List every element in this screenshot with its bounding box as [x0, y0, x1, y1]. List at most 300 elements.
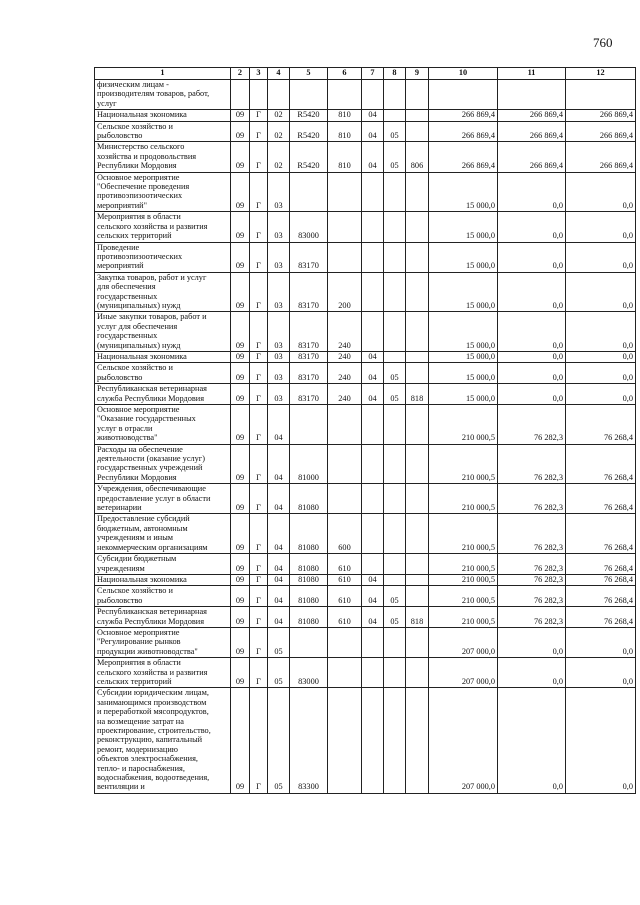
- cell-target-code: 81080: [290, 586, 328, 607]
- cell-amount-year-2: 266 869,4: [498, 110, 566, 121]
- cell-amount-year-1: 266 869,4: [429, 121, 498, 142]
- cell-division: [362, 272, 384, 312]
- cell-expense-type: [328, 212, 362, 242]
- cell-name: Мероприятия в области сельского хозяйства и развития сельских территорий: [95, 658, 231, 688]
- cell-amount-year-2: 0,0: [498, 384, 566, 405]
- table-row: [95, 312, 636, 352]
- cell-expense-type: 200: [328, 272, 362, 312]
- cell-amount-year-1: 15 000,0: [429, 351, 498, 362]
- cell-amount-year-2: 76 282,3: [498, 405, 566, 445]
- cell-name: Национальная экономика: [95, 351, 231, 362]
- cell-ministry: [406, 312, 429, 352]
- cell-subprogram: 04: [268, 484, 290, 514]
- cell-ministry: [406, 363, 429, 384]
- table-row: [95, 405, 636, 445]
- cell-name: Основное мероприятие "Оказание государственных услуг в отрасли животноводства": [95, 405, 231, 445]
- cell-section: 09: [231, 607, 250, 628]
- cell-name: Основное мероприятие "Обеспечение проведения противоэпизоотических мероприятий": [95, 172, 231, 212]
- header-row: [95, 68, 636, 80]
- cell-subdivision: 05: [384, 384, 406, 405]
- cell-subdivision: [384, 351, 406, 362]
- cell-section: 09: [231, 514, 250, 554]
- cell-amount-year-3: 76 268,4: [566, 514, 636, 554]
- cell-section: 09: [231, 484, 250, 514]
- cell-name: Национальная экономика: [95, 110, 231, 121]
- table-row: [95, 121, 636, 142]
- cell-ministry: [406, 351, 429, 362]
- cell-name: Расходы на обеспечение деятельности (оказание услуг) государственных учреждений Республики Мордовия: [95, 444, 231, 484]
- cell-ministry: [406, 405, 429, 445]
- cell-subprogram: 04: [268, 554, 290, 575]
- cell-subdivision: [384, 212, 406, 242]
- cell-division: [362, 688, 384, 793]
- table-row: [95, 212, 636, 242]
- table-row: [95, 514, 636, 554]
- cell-program: Г: [250, 444, 268, 484]
- cell-subprogram: 04: [268, 574, 290, 585]
- cell-division: 04: [362, 574, 384, 585]
- cell-subdivision: 05: [384, 121, 406, 142]
- cell-amount-year-1: 15 000,0: [429, 212, 498, 242]
- cell-amount-year-2: 0,0: [498, 272, 566, 312]
- cell-ministry: [406, 586, 429, 607]
- cell-expense-type: 610: [328, 574, 362, 585]
- cell-ministry: 806: [406, 142, 429, 172]
- cell-amount-year-2: 266 869,4: [498, 121, 566, 142]
- cell-ministry: [406, 212, 429, 242]
- cell-subdivision: [384, 272, 406, 312]
- column-header: 3: [250, 68, 268, 80]
- cell-subprogram: 04: [268, 444, 290, 484]
- cell-subprogram: 05: [268, 658, 290, 688]
- cell-amount-year-1: 266 869,4: [429, 110, 498, 121]
- cell-amount-year-1: 15 000,0: [429, 172, 498, 212]
- cell-program: Г: [250, 312, 268, 352]
- cell-amount-year-1: 207 000,0: [429, 658, 498, 688]
- cell-program: Г: [250, 110, 268, 121]
- cell-amount-year-1: 210 000,5: [429, 444, 498, 484]
- cell-ministry: [406, 121, 429, 142]
- cell-division: [362, 242, 384, 272]
- cell-target-code: R5420: [290, 110, 328, 121]
- cell-section: 09: [231, 574, 250, 585]
- cell-amount-year-2: 0,0: [498, 242, 566, 272]
- cell-name: Мероприятия в области сельского хозяйства и развития сельских территорий: [95, 212, 231, 242]
- cell-section: 09: [231, 658, 250, 688]
- cell-subdivision: [384, 80, 406, 110]
- cell-expense-type: 610: [328, 586, 362, 607]
- cell-amount-year-1: [429, 80, 498, 110]
- cell-ministry: [406, 554, 429, 575]
- column-header: 11: [498, 68, 566, 80]
- cell-amount-year-3: 76 268,4: [566, 484, 636, 514]
- cell-name: Основное мероприятие "Регулирование рынков продукции животноводства": [95, 627, 231, 657]
- cell-name: Сельское хозяйство и рыболовство: [95, 121, 231, 142]
- cell-section: 09: [231, 110, 250, 121]
- cell-ministry: [406, 688, 429, 793]
- cell-amount-year-1: 15 000,0: [429, 363, 498, 384]
- table-row: [95, 484, 636, 514]
- cell-division: 04: [362, 142, 384, 172]
- column-header: 8: [384, 68, 406, 80]
- cell-section: 09: [231, 242, 250, 272]
- cell-amount-year-3: 0,0: [566, 658, 636, 688]
- cell-ministry: [406, 658, 429, 688]
- column-header: 4: [268, 68, 290, 80]
- cell-subdivision: [384, 484, 406, 514]
- table-row: [95, 586, 636, 607]
- cell-division: 04: [362, 607, 384, 628]
- cell-name: Учреждения, обеспечивающие предоставление услуг в области ветеринарии: [95, 484, 231, 514]
- cell-amount-year-2: 76 282,3: [498, 514, 566, 554]
- cell-subdivision: [384, 110, 406, 121]
- cell-subprogram: 04: [268, 514, 290, 554]
- cell-program: Г: [250, 172, 268, 212]
- cell-amount-year-3: 76 268,4: [566, 586, 636, 607]
- cell-amount-year-3: 266 869,4: [566, 142, 636, 172]
- cell-program: Г: [250, 242, 268, 272]
- cell-program: Г: [250, 351, 268, 362]
- cell-division: [362, 658, 384, 688]
- cell-subdivision: [384, 514, 406, 554]
- cell-name: Сельское хозяйство и рыболовство: [95, 586, 231, 607]
- cell-amount-year-2: 76 282,3: [498, 574, 566, 585]
- cell-amount-year-3: 0,0: [566, 172, 636, 212]
- cell-division: 04: [362, 351, 384, 362]
- cell-program: Г: [250, 272, 268, 312]
- cell-target-code: 83170: [290, 272, 328, 312]
- cell-amount-year-3: 0,0: [566, 627, 636, 657]
- cell-subprogram: 04: [268, 586, 290, 607]
- cell-subprogram: [268, 80, 290, 110]
- cell-amount-year-1: 266 869,4: [429, 142, 498, 172]
- cell-amount-year-3: 266 869,4: [566, 121, 636, 142]
- cell-ministry: [406, 272, 429, 312]
- cell-section: 09: [231, 351, 250, 362]
- cell-subdivision: 05: [384, 363, 406, 384]
- cell-program: Г: [250, 586, 268, 607]
- table-row: [95, 607, 636, 628]
- cell-expense-type: 240: [328, 363, 362, 384]
- cell-target-code: [290, 80, 328, 110]
- cell-amount-year-2: 76 282,3: [498, 554, 566, 575]
- cell-division: 04: [362, 586, 384, 607]
- cell-target-code: 81080: [290, 574, 328, 585]
- cell-expense-type: 810: [328, 142, 362, 172]
- cell-division: [362, 484, 384, 514]
- cell-subdivision: [384, 658, 406, 688]
- cell-amount-year-3: 0,0: [566, 351, 636, 362]
- cell-section: [231, 80, 250, 110]
- cell-expense-type: 240: [328, 351, 362, 362]
- cell-ministry: [406, 172, 429, 212]
- cell-amount-year-3: 76 268,4: [566, 607, 636, 628]
- cell-name: Республиканская ветеринарная служба Республики Мордовия: [95, 607, 231, 628]
- cell-name: физическим лицам - производителям товаров, работ, услуг: [95, 80, 231, 110]
- cell-target-code: 83170: [290, 351, 328, 362]
- cell-division: [362, 312, 384, 352]
- cell-division: [362, 405, 384, 445]
- cell-amount-year-1: 15 000,0: [429, 384, 498, 405]
- cell-amount-year-3: 76 268,4: [566, 554, 636, 575]
- cell-section: 09: [231, 405, 250, 445]
- cell-section: 09: [231, 312, 250, 352]
- cell-amount-year-2: 0,0: [498, 172, 566, 212]
- cell-program: Г: [250, 554, 268, 575]
- cell-amount-year-2: 266 869,4: [498, 142, 566, 172]
- cell-target-code: [290, 405, 328, 445]
- cell-ministry: [406, 80, 429, 110]
- cell-amount-year-2: [498, 80, 566, 110]
- cell-ministry: [406, 514, 429, 554]
- cell-target-code: R5420: [290, 142, 328, 172]
- cell-subprogram: 03: [268, 351, 290, 362]
- cell-amount-year-3: 0,0: [566, 363, 636, 384]
- cell-amount-year-2: 0,0: [498, 363, 566, 384]
- cell-division: [362, 212, 384, 242]
- cell-section: 09: [231, 627, 250, 657]
- cell-division: [362, 172, 384, 212]
- page-number: 760: [593, 35, 613, 50]
- table-row: [95, 627, 636, 657]
- cell-amount-year-1: 210 000,5: [429, 514, 498, 554]
- cell-amount-year-1: 15 000,0: [429, 272, 498, 312]
- cell-expense-type: [328, 172, 362, 212]
- cell-name: Сельское хозяйство и рыболовство: [95, 363, 231, 384]
- cell-ministry: [406, 444, 429, 484]
- cell-division: 04: [362, 363, 384, 384]
- cell-subprogram: 04: [268, 607, 290, 628]
- cell-amount-year-2: 0,0: [498, 658, 566, 688]
- cell-expense-type: 810: [328, 110, 362, 121]
- cell-section: 09: [231, 212, 250, 242]
- cell-expense-type: [328, 627, 362, 657]
- cell-expense-type: [328, 405, 362, 445]
- cell-subprogram: 03: [268, 272, 290, 312]
- cell-section: 09: [231, 272, 250, 312]
- cell-subdivision: [384, 444, 406, 484]
- cell-division: [362, 514, 384, 554]
- table-row: [95, 172, 636, 212]
- cell-program: Г: [250, 363, 268, 384]
- budget-table: [94, 67, 636, 794]
- cell-program: Г: [250, 658, 268, 688]
- cell-name: Иные закупки товаров, работ и услуг для обеспечения государственных (муниципальных) нужд: [95, 312, 231, 352]
- cell-amount-year-1: 15 000,0: [429, 242, 498, 272]
- table-row: [95, 444, 636, 484]
- cell-program: Г: [250, 627, 268, 657]
- cell-program: Г: [250, 514, 268, 554]
- column-header: 1: [95, 68, 231, 80]
- cell-section: 09: [231, 554, 250, 575]
- cell-program: Г: [250, 121, 268, 142]
- cell-amount-year-2: 0,0: [498, 627, 566, 657]
- cell-expense-type: 610: [328, 607, 362, 628]
- cell-amount-year-1: 210 000,5: [429, 405, 498, 445]
- cell-program: Г: [250, 384, 268, 405]
- cell-expense-type: [328, 658, 362, 688]
- cell-section: 09: [231, 688, 250, 793]
- cell-expense-type: [328, 484, 362, 514]
- cell-subdivision: [384, 554, 406, 575]
- cell-subprogram: 02: [268, 110, 290, 121]
- cell-subprogram: 05: [268, 688, 290, 793]
- cell-subprogram: 02: [268, 121, 290, 142]
- cell-program: Г: [250, 142, 268, 172]
- cell-amount-year-3: 0,0: [566, 242, 636, 272]
- cell-target-code: 83170: [290, 242, 328, 272]
- cell-section: 09: [231, 121, 250, 142]
- cell-section: 09: [231, 142, 250, 172]
- table-row: [95, 272, 636, 312]
- cell-program: Г: [250, 574, 268, 585]
- cell-expense-type: 240: [328, 384, 362, 405]
- cell-subprogram: 03: [268, 363, 290, 384]
- cell-ministry: 818: [406, 384, 429, 405]
- cell-name: Министерство сельского хозяйства и продовольствия Республики Мордовия: [95, 142, 231, 172]
- cell-amount-year-2: 76 282,3: [498, 444, 566, 484]
- column-header: 9: [406, 68, 429, 80]
- table-row: [95, 142, 636, 172]
- cell-ministry: [406, 574, 429, 585]
- cell-program: Г: [250, 688, 268, 793]
- cell-ministry: [406, 627, 429, 657]
- cell-program: Г: [250, 212, 268, 242]
- cell-expense-type: 810: [328, 121, 362, 142]
- cell-division: [362, 80, 384, 110]
- cell-program: Г: [250, 484, 268, 514]
- cell-name: Республиканская ветеринарная служба Республики Мордовия: [95, 384, 231, 405]
- cell-subprogram: 02: [268, 142, 290, 172]
- cell-name: Субсидии бюджетным учреждениям: [95, 554, 231, 575]
- cell-target-code: 83170: [290, 312, 328, 352]
- cell-amount-year-2: 76 282,3: [498, 484, 566, 514]
- table-row: [95, 554, 636, 575]
- cell-section: 09: [231, 363, 250, 384]
- cell-subprogram: 03: [268, 212, 290, 242]
- cell-division: [362, 444, 384, 484]
- cell-section: 09: [231, 586, 250, 607]
- cell-division: 04: [362, 121, 384, 142]
- cell-division: [362, 627, 384, 657]
- cell-expense-type: 600: [328, 514, 362, 554]
- cell-amount-year-1: 15 000,0: [429, 312, 498, 352]
- cell-amount-year-3: 0,0: [566, 312, 636, 352]
- cell-ministry: [406, 484, 429, 514]
- cell-section: 09: [231, 172, 250, 212]
- cell-amount-year-2: 76 282,3: [498, 586, 566, 607]
- cell-target-code: 81080: [290, 554, 328, 575]
- cell-subdivision: 05: [384, 607, 406, 628]
- cell-amount-year-2: 0,0: [498, 688, 566, 793]
- cell-subdivision: 05: [384, 142, 406, 172]
- cell-target-code: 83300: [290, 688, 328, 793]
- cell-subdivision: [384, 574, 406, 585]
- cell-target-code: 83170: [290, 363, 328, 384]
- cell-target-code: 83000: [290, 212, 328, 242]
- cell-amount-year-3: 266 869,4: [566, 110, 636, 121]
- cell-program: Г: [250, 405, 268, 445]
- cell-name: Субсидии юридическим лицам, занимающимся производством и переработкой мясопродуктов, на возмещение затрат на проектирование, строительство, реконструкцию, капитальный ремонт, модернизацию объектов электроснабжения, тепло- и пароснабжения, водоснабжения, водоотведения, вентиляции и: [95, 688, 231, 793]
- cell-amount-year-2: 0,0: [498, 212, 566, 242]
- column-header: 10: [429, 68, 498, 80]
- cell-target-code: 81080: [290, 514, 328, 554]
- cell-amount-year-1: 210 000,5: [429, 586, 498, 607]
- cell-amount-year-3: 0,0: [566, 688, 636, 793]
- cell-subprogram: 04: [268, 405, 290, 445]
- cell-program: [250, 80, 268, 110]
- cell-expense-type: [328, 688, 362, 793]
- cell-subdivision: [384, 627, 406, 657]
- cell-amount-year-2: 0,0: [498, 351, 566, 362]
- column-header: 6: [328, 68, 362, 80]
- cell-subprogram: 05: [268, 627, 290, 657]
- cell-target-code: 83000: [290, 658, 328, 688]
- cell-expense-type: [328, 242, 362, 272]
- cell-name: Проведение противоэпизоотических мероприятий: [95, 242, 231, 272]
- cell-ministry: [406, 110, 429, 121]
- table-row: [95, 658, 636, 688]
- column-header: 5: [290, 68, 328, 80]
- cell-subdivision: 05: [384, 586, 406, 607]
- cell-expense-type: [328, 80, 362, 110]
- table-row: [95, 351, 636, 362]
- cell-expense-type: 610: [328, 554, 362, 575]
- cell-amount-year-1: 207 000,0: [429, 688, 498, 793]
- cell-amount-year-1: 210 000,5: [429, 574, 498, 585]
- table-row: [95, 384, 636, 405]
- cell-name: Национальная экономика: [95, 574, 231, 585]
- cell-subprogram: 03: [268, 242, 290, 272]
- table-row: [95, 110, 636, 121]
- cell-amount-year-3: 0,0: [566, 384, 636, 405]
- cell-program: Г: [250, 607, 268, 628]
- cell-amount-year-3: 0,0: [566, 212, 636, 242]
- column-header: 7: [362, 68, 384, 80]
- cell-subdivision: [384, 405, 406, 445]
- column-header: 12: [566, 68, 636, 80]
- cell-amount-year-1: 210 000,5: [429, 554, 498, 575]
- table-row: [95, 80, 636, 110]
- cell-amount-year-3: 76 268,4: [566, 574, 636, 585]
- cell-section: 09: [231, 444, 250, 484]
- cell-amount-year-3: [566, 80, 636, 110]
- cell-amount-year-3: 76 268,4: [566, 444, 636, 484]
- cell-amount-year-1: 210 000,5: [429, 484, 498, 514]
- column-header: 2: [231, 68, 250, 80]
- table-row: [95, 574, 636, 585]
- cell-target-code: 81000: [290, 444, 328, 484]
- cell-amount-year-3: 76 268,4: [566, 405, 636, 445]
- cell-ministry: 818: [406, 607, 429, 628]
- cell-name: Предоставление субсидий бюджетным, автономным учреждениям и иным некоммерческим организациям: [95, 514, 231, 554]
- cell-subprogram: 03: [268, 384, 290, 405]
- table-row: [95, 688, 636, 793]
- cell-target-code: 81080: [290, 607, 328, 628]
- cell-section: 09: [231, 384, 250, 405]
- cell-subdivision: [384, 688, 406, 793]
- cell-ministry: [406, 242, 429, 272]
- cell-expense-type: [328, 444, 362, 484]
- cell-expense-type: 240: [328, 312, 362, 352]
- cell-amount-year-3: 0,0: [566, 272, 636, 312]
- table-row: [95, 242, 636, 272]
- table-row: [95, 363, 636, 384]
- cell-division: 04: [362, 384, 384, 405]
- cell-name: Закупка товаров, работ и услуг для обеспечения государственных (муниципальных) нужд: [95, 272, 231, 312]
- cell-division: 04: [362, 110, 384, 121]
- cell-target-code: R5420: [290, 121, 328, 142]
